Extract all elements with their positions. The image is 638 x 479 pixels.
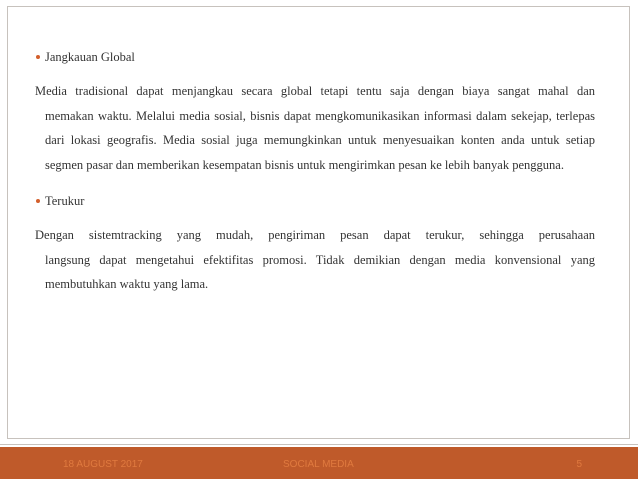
footer-date: 18 AUGUST 2017 — [63, 459, 143, 470]
section-heading: Terukur — [45, 194, 85, 208]
page-number: 5 — [576, 459, 582, 470]
section-heading: Jangkauan Global — [45, 50, 135, 64]
paragraph-body: memakan waktu. Melalui media sosial, bisnis dapat mengkomunikasikan informasi dalam sekejap, terlepas dari lokasi geografis. Media sosial juga memungkinkan untuk menyesuaikan konten anda untuk setiap segmen pasar dan memberikan kesempatan bisnis untuk mengirimkan pesan ke lebih banyak pengguna. — [45, 108, 595, 172]
bullet-heading-terukur — [35, 190, 595, 212]
bullet-icon — [36, 199, 40, 203]
section-paragraph — [35, 223, 595, 297]
bullet-icon — [36, 55, 40, 59]
bullet-heading-global — [35, 46, 595, 68]
footer-divider — [0, 444, 638, 445]
paragraph-body: langsung dapat mengetahui efektifitas promosi. Tidak demikian dengan media konvensional yang membutuhkan waktu yang lama. — [45, 252, 595, 291]
footer-bar — [0, 447, 638, 479]
slide-content — [35, 46, 595, 297]
footer-title: SOCIAL MEDIA — [283, 459, 354, 470]
section-paragraph — [35, 79, 595, 177]
paragraph-first-line: Media tradisional dapat menjangkau secara global tetapi tentu saja dengan biaya sangat mahal dan — [35, 84, 595, 98]
paragraph-first-line: Dengan sistemtracking yang mudah, pengiriman pesan dapat terukur, sehingga perusahaan — [35, 228, 595, 242]
